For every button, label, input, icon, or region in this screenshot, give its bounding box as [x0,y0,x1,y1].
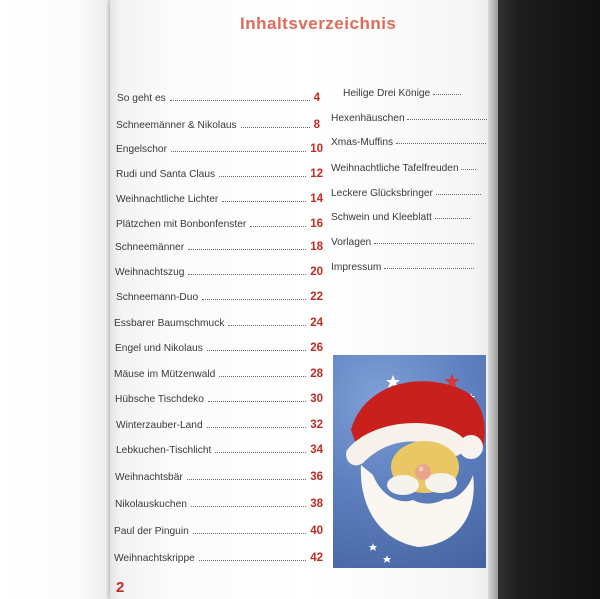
toc-entry-page: 36 [310,471,323,483]
toc-entry [331,262,488,278]
toc-entry [114,521,323,537]
toc-entry-label: Xmas-Muffins [331,137,394,148]
toc-entry-page: 8 [313,119,320,131]
toc-entry-label: Heilige Drei Könige [343,88,431,99]
toc-entry-page: 34 [310,444,323,456]
toc-entry-label: Schneemann-Duo [116,292,199,303]
toc-entry [115,262,323,278]
toc-entry [116,115,320,131]
toc-leader-dots [188,274,306,275]
toc-entry [331,137,488,153]
toc-entry-label: Mäuse im Mützenwald [114,369,216,380]
toc-entry-page: 26 [310,342,323,354]
toc-entry-page: 22 [310,291,323,303]
toc-leader-dots [384,266,474,269]
toc-entry-label: Schneemänner & Nikolaus [116,120,237,131]
toc-leader-dots [461,167,476,170]
toc-leader-dots [407,117,487,120]
toc-entry-label: Weihnachtskrippe [114,553,195,564]
toc-leader-dots [374,241,474,244]
toc-leader-dots [222,201,306,202]
toc-entry-label: Essbarer Baumschmuck [114,318,225,329]
toc-entry-label: Weihnachtliche Tafelfreuden [331,163,459,174]
toc-leader-dots [396,141,486,144]
toc-leader-dots [250,226,306,227]
toc-leader-dots [188,249,306,250]
toc-entry [116,415,323,431]
toc-leader-dots [207,427,307,428]
toc-entry-label: Schneemänner [115,242,185,253]
toc-leader-dots [208,401,306,402]
santa-cake-photo [333,355,486,568]
toc-entry-label: Nikolauskuchen [115,499,187,510]
toc-entry-label: Engel und Nikolaus [115,343,203,354]
toc-entry [116,139,323,155]
toc-entry-page: 38 [310,498,323,510]
toc-entry [331,212,488,228]
toc-entry [114,364,323,380]
toc-leader-dots [207,350,306,351]
toc-entry [343,88,488,104]
toc-entry [116,440,323,456]
toc-leader-dots [219,176,306,177]
toc-entry-page: 24 [310,317,323,329]
toc-entry-label: So geht es [117,93,166,104]
toc-entry-page: 40 [310,525,323,537]
toc-leader-dots [171,151,306,152]
toc-entry [117,88,320,104]
page-number: 2 [116,579,125,596]
toc-entry [116,214,323,230]
toc-entry [116,189,323,205]
toc-entry [331,237,488,253]
toc-entry [115,389,323,405]
toc-entry-label: Schwein und Kleeblatt [331,212,432,223]
toc-entry [331,113,488,129]
toc-leader-dots [191,506,306,507]
toc-entry [115,338,323,354]
toc-entry-page: 20 [310,266,323,278]
toc-leader-dots [199,560,306,561]
toc-entry [114,313,323,329]
toc-entry-label: Weihnachtszug [115,267,185,278]
toc-entry-label: Engelschor [116,144,167,155]
toc-entry-page: 12 [310,168,323,180]
toc-leader-dots [228,325,306,326]
toc-entry-page: 14 [310,193,323,205]
toc-entry-label: Rudi und Santa Claus [116,169,216,180]
toc-entry-page: 10 [310,143,323,155]
toc-leader-dots [241,127,310,128]
toc-entry-page: 4 [313,92,320,104]
santa-illustration [333,355,486,568]
toc-entry [116,287,323,303]
toc-entry [115,237,323,253]
toc-entry [331,188,488,204]
toc-leader-dots [215,452,306,453]
toc-leader-dots [433,92,461,95]
toc-entry-label: Weihnachtliche Lichter [116,194,219,205]
toc-entry-label: Lebkuchen-Tischlicht [116,445,212,456]
toc-entry [114,548,323,564]
toc-leader-dots [193,533,306,534]
toc-entry-page: 30 [310,393,323,405]
toc-entry-label: Hübsche Tischdeko [115,394,204,405]
page-title: Inhaltsverzeichnis [240,14,397,33]
toc-leader-dots [187,479,306,480]
toc-entry [331,163,488,179]
toc-leader-dots [170,100,310,101]
page-edge-strip [488,0,498,599]
toc-entry-label: Plätzchen mit Bonbonfenster [116,219,247,230]
toc-entry [116,164,323,180]
toc-entry-label: Hexenhäuschen [331,113,405,124]
toc-leader-dots [436,192,481,195]
toc-entry-page: 18 [310,241,323,253]
toc-entry-label: Impressum [331,262,382,273]
toc-entry-page: 42 [310,552,323,564]
toc-entry-label: Weihnachtsbär [115,472,183,483]
toc-entry-label: Paul der Pinguin [114,526,189,537]
toc-leader-dots [435,216,470,219]
toc-leader-dots [219,376,306,377]
toc-entry [115,467,323,483]
toc-leader-dots [202,299,306,300]
right-dark-edge [488,0,600,599]
left-page-margin [0,0,112,599]
toc-entry-label: Leckere Glücksbringer [331,188,433,199]
toc-entry-page: 28 [310,368,323,380]
toc-entry [115,494,323,510]
toc-entry-page: 32 [310,419,323,431]
toc-entry-page: 16 [310,218,323,230]
toc-entry-label: Vorlagen [331,237,372,248]
toc-entry-label: Winterzauber-Land [116,420,203,431]
